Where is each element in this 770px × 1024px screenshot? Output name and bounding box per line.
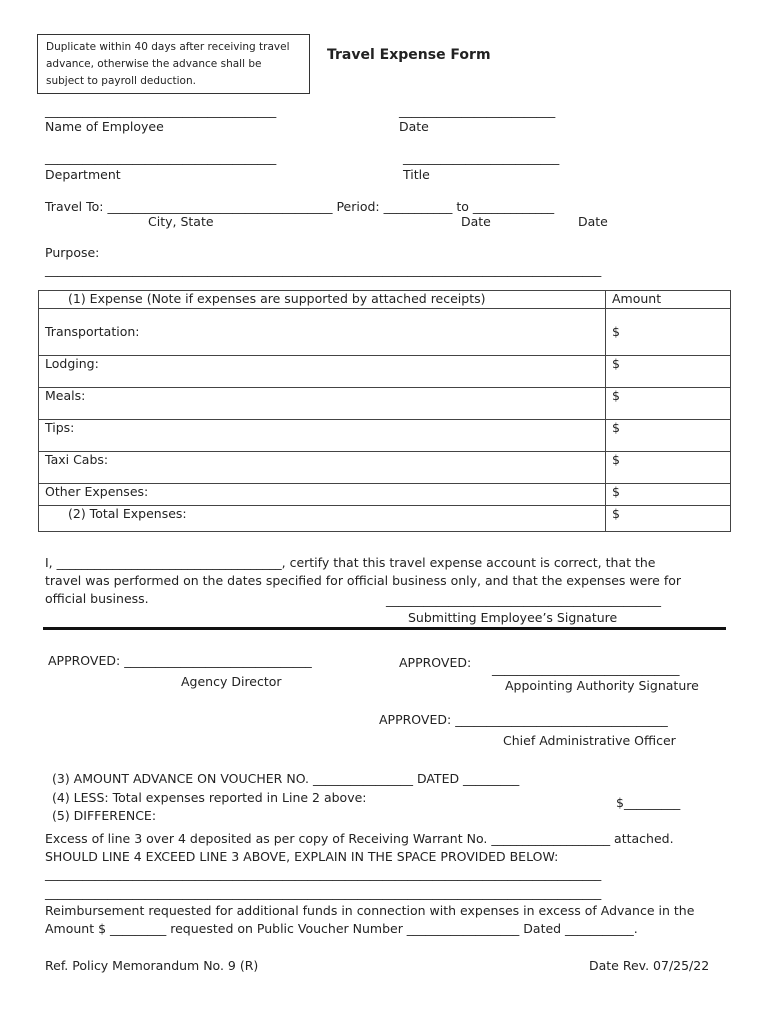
table-row xyxy=(39,452,731,484)
cao-label: Chief Administrative Officer xyxy=(503,733,676,748)
purpose-line[interactable]: _________________________________________________________________________________________ xyxy=(45,262,602,277)
row-label-tips: Tips: xyxy=(39,420,606,452)
table-header-row xyxy=(39,291,731,309)
explanation-line-2[interactable]: _________________________________________________________________________________________ xyxy=(45,885,602,900)
row-label-meals: Meals: xyxy=(39,388,606,420)
certify-name-field[interactable]: I, ____________________________________, certify that this travel expense account is correct, that the xyxy=(45,555,656,570)
amount-advance-line[interactable]: (3) AMOUNT ADVANCE ON VOUCHER NO. ________________ DATED _________ xyxy=(52,771,520,786)
agency-director-label: Agency Director xyxy=(181,674,282,689)
appointing-authority-signature-line[interactable]: ______________________________ xyxy=(492,661,680,676)
amount-column-header: Amount xyxy=(606,291,731,309)
row-label-other-expenses: Other Expenses: xyxy=(39,484,606,506)
amount-transportation[interactable]: $ xyxy=(606,309,731,356)
less-total-expenses-line: (4) LESS: Total expenses reported in Line 2 above: xyxy=(52,790,367,805)
date-label: Date xyxy=(399,119,429,134)
amount-other-expenses[interactable]: $ xyxy=(606,484,731,506)
total-row xyxy=(39,506,731,532)
purpose-label: Purpose: xyxy=(45,245,100,260)
section-divider xyxy=(43,627,726,630)
amount-total[interactable]: $ xyxy=(606,506,731,532)
reimbursement-text: Reimbursement requested for additional funds in connection with expenses in excess of Advance in the xyxy=(45,903,695,918)
amount-lodging[interactable]: $ xyxy=(606,356,731,388)
appointing-authority-label: Appointing Authority Signature xyxy=(505,678,699,693)
certify-text-line3: official business. xyxy=(45,591,149,606)
city-state-label: City, State xyxy=(148,214,214,229)
cao-approval-field[interactable]: APPROVED: __________________________________ xyxy=(379,712,668,727)
amount-taxi-cabs[interactable]: $ xyxy=(606,452,731,484)
advance-notice: Duplicate within 40 days after receiving travel advance, otherwise the advance shall be subject to payroll deduction. xyxy=(37,34,310,94)
period-to-date-label: Date xyxy=(578,214,608,229)
amount-tips[interactable]: $ xyxy=(606,420,731,452)
department-line[interactable]: _____________________________________ xyxy=(45,150,277,165)
agency-director-approval-field[interactable]: APPROVED: ______________________________ xyxy=(48,653,312,668)
table-row xyxy=(39,388,731,420)
revision-date: Date Rev. 07/25/22 xyxy=(589,958,710,973)
form-title: Travel Expense Form xyxy=(327,47,491,63)
exceed-explain-instruction: SHOULD LINE 4 EXCEED LINE 3 ABOVE, EXPLAIN IN THE SPACE PROVIDED BELOW: xyxy=(45,849,559,864)
amount-meals[interactable]: $ xyxy=(606,388,731,420)
expense-column-header: (1) Expense (Note if expenses are supported by attached receipts) xyxy=(39,291,606,309)
table-row xyxy=(39,356,731,388)
total-expenses-label: (2) Total Expenses: xyxy=(39,506,606,532)
table-row xyxy=(39,309,731,356)
job-title-label: Title xyxy=(403,167,430,182)
row-label-transportation: Transportation: xyxy=(39,309,606,356)
row-label-taxi-cabs: Taxi Cabs: xyxy=(39,452,606,484)
job-title-line[interactable]: _________________________ xyxy=(403,150,560,165)
reimbursement-fields[interactable]: Amount $ _________ requested on Public Voucher Number __________________ Dated ___________. xyxy=(45,921,638,936)
certify-text-line2: travel was performed on the dates specified for official business only, and that the expenses were for xyxy=(45,573,682,588)
row-label-lodging: Lodging: xyxy=(39,356,606,388)
table-row xyxy=(39,420,731,452)
period-from-date-label: Date xyxy=(461,214,491,229)
travel-to-period-field[interactable]: Travel To: ____________________________________ Period: ___________ to _____________ xyxy=(45,199,555,214)
employee-name-label: Name of Employee xyxy=(45,119,164,134)
employee-signature-line[interactable]: ____________________________________________ xyxy=(386,592,661,607)
department-label: Department xyxy=(45,167,121,182)
expense-table xyxy=(38,290,731,532)
excess-deposit-line[interactable]: Excess of line 3 over 4 deposited as per copy of Receiving Warrant No. ___________________ attached. xyxy=(45,831,674,846)
explanation-line-1[interactable]: _________________________________________________________________________________________ xyxy=(45,866,602,881)
employee-signature-label: Submitting Employee’s Signature xyxy=(408,610,618,625)
policy-reference: Ref. Policy Memorandum No. 9 (R) xyxy=(45,958,259,973)
table-row xyxy=(39,484,731,506)
approved-label: APPROVED: xyxy=(399,655,472,670)
employee-name-line[interactable]: _____________________________________ xyxy=(45,103,277,118)
difference-line: (5) DIFFERENCE: xyxy=(52,808,157,823)
date-line[interactable]: _________________________ xyxy=(399,103,556,118)
less-amount-field[interactable]: $_________ xyxy=(616,795,681,810)
